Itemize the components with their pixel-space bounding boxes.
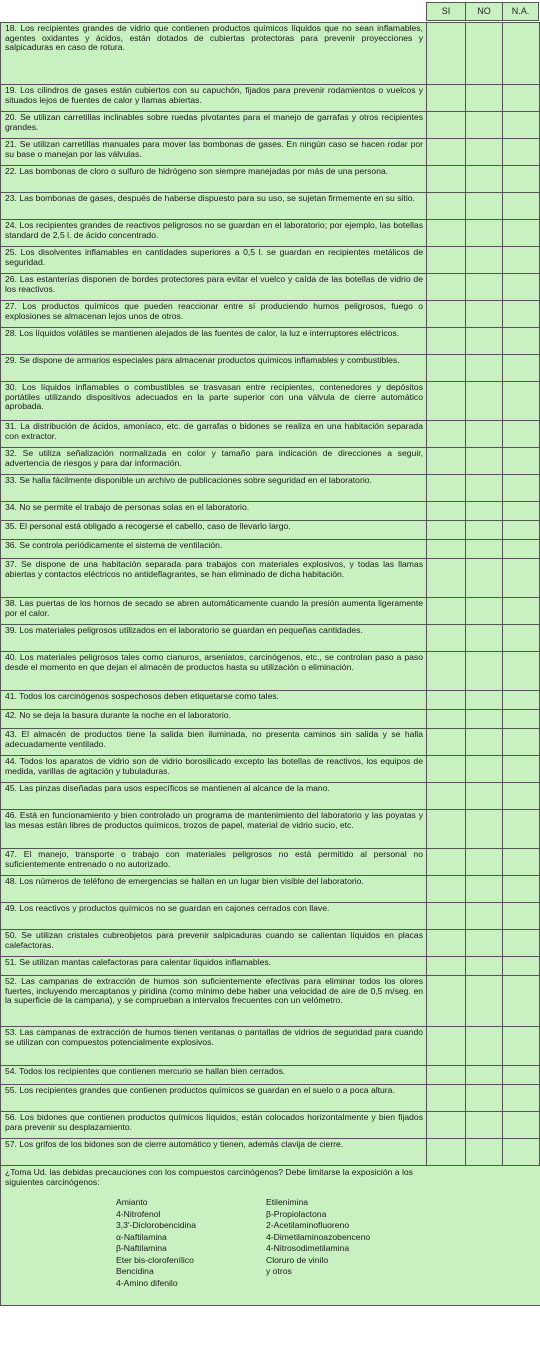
answer-na-cell[interactable] <box>503 1066 540 1084</box>
checklist-row <box>1 957 540 976</box>
checklist-item-text: 56. Los bidones que contienen productos químicos líquidos, están colocados horizontalmente y bien fijados para prevenir su desplazamiento. <box>1 1112 427 1138</box>
checklist-item-text: 33. Se halla fácilmente disponible un archivo de publicaciones sobre seguridad en el laboratorio. <box>1 475 427 501</box>
carcinogen-item: Cloruro de vinilo <box>266 1254 329 1265</box>
answer-si-cell[interactable] <box>427 247 466 273</box>
answer-si-cell[interactable] <box>427 691 466 709</box>
answer-no-cell[interactable] <box>466 849 503 875</box>
checklist-item-text: 48. Los números de teléfono de emergencias se hallan en un lugar bien visible del laboratorio. <box>1 876 427 902</box>
answer-no-cell[interactable] <box>466 1027 503 1065</box>
checklist-item-text: 51. Se utilizan mantas calefactoras para calentar líquidos inflamables. <box>1 957 427 975</box>
answer-no-cell[interactable] <box>466 1085 503 1111</box>
carcinogen-item: Bencidina <box>116 1266 154 1276</box>
carcinogens-question: ¿Toma Ud. las debidas precauciones con los compuestos carcinógenos? Debe limitarse la exposición a los siguientes carcinógenos: <box>5 1167 413 1187</box>
answer-no-cell[interactable] <box>466 220 503 246</box>
answer-na-cell[interactable] <box>503 1112 540 1138</box>
answer-na-cell[interactable] <box>503 193 540 219</box>
checklist-item-text: 34. No se permite el trabajo de personas solas en el laboratorio. <box>1 502 427 520</box>
carcinogens-column-left <box>116 1198 266 1290</box>
checklist-row <box>1 810 540 849</box>
answer-si-cell[interactable] <box>427 1139 466 1165</box>
checklist-table <box>0 22 540 1306</box>
answer-si-cell[interactable] <box>427 756 466 782</box>
answer-no-cell[interactable] <box>466 448 503 474</box>
answer-si-cell[interactable] <box>427 876 466 902</box>
answer-no-cell[interactable] <box>466 382 503 420</box>
answer-si-cell[interactable] <box>427 729 466 755</box>
answer-no-cell[interactable] <box>466 193 503 219</box>
answer-si-cell[interactable] <box>427 193 466 219</box>
checklist-item-text: 35. El personal está obligado a recogerse el cabello, caso de llevarlo largo. <box>1 521 427 539</box>
answer-si-cell[interactable] <box>427 849 466 875</box>
checklist-item-text: 18. Los recipientes grandes de vidrio que contienen productos químicos líquidos que no sean inflamables, agentes oxidantes y ácidos, están dotados de cubiertas protectoras para prevenir proyecciones y salpicaduras en caso de rotura. <box>1 23 427 84</box>
checklist-row <box>1 876 540 903</box>
answer-na-cell[interactable] <box>503 957 540 975</box>
answer-na-cell[interactable] <box>503 756 540 782</box>
answer-no-cell[interactable] <box>466 559 503 597</box>
carcinogen-item: α-Naftilamina <box>116 1231 167 1242</box>
checklist-item-text: 26. Las estanterías disponen de bordes protectores para evitar el vuelco y caída de las botellas de vidrio de los reactivos. <box>1 274 427 300</box>
answer-na-cell[interactable] <box>503 421 540 447</box>
checklist-item-text: 19. Los cilindros de gases están cubiertos con su capuchón, fijados para prevenir rodamientos o vuelcos y situados lejos de fuentes de calor y llamas abiertas. <box>1 85 427 111</box>
checklist-row <box>1 502 540 521</box>
checklist-row <box>1 1112 540 1139</box>
answer-na-cell[interactable] <box>503 139 540 165</box>
answer-na-cell[interactable] <box>503 810 540 848</box>
answer-si-cell[interactable] <box>427 301 466 327</box>
answer-si-cell[interactable] <box>427 85 466 111</box>
answer-no-cell[interactable] <box>466 139 503 165</box>
answer-na-cell[interactable] <box>503 783 540 809</box>
checklist-row <box>1 301 540 328</box>
answer-si-cell[interactable] <box>427 355 466 381</box>
checklist-item-text: 23. Las bombonas de gases, después de haberse dispuesto para su uso, se sujetan firmemente en su sitio. <box>1 193 427 219</box>
answer-no-cell[interactable] <box>466 598 503 624</box>
carcinogens-column-right <box>266 1198 426 1279</box>
checklist-item-text: 22. Las bombonas de cloro o sulfuro de hidrógeno son siempre manejadas por más de una persona. <box>1 166 427 192</box>
answer-no-cell[interactable] <box>466 691 503 709</box>
answer-no-cell[interactable] <box>466 810 503 848</box>
answer-si-cell[interactable] <box>427 23 466 84</box>
checklist-item-text: 39. Los materiales peligrosos utilizados en el laboratorio se guardan en pequeñas cantidades. <box>1 625 427 651</box>
answer-na-cell[interactable] <box>503 328 540 354</box>
answer-no-cell[interactable] <box>466 625 503 651</box>
checklist-item-text: 55. Los recipientes grandes que contienen productos químicos se guardan en el suelo o a poca altura. <box>1 1085 427 1111</box>
checklist-item-text: 49. Los reactivos y productos químicos no se guardan en cajones cerrados con llave. <box>1 903 427 929</box>
answer-si-cell[interactable] <box>427 783 466 809</box>
checklist-item-text: 27. Los productos químicos que pueden reaccionar entre sí produciendo humos peligrosos, fuego o explosiones se almacenan lejos unos de otros. <box>1 301 427 327</box>
answer-si-cell[interactable] <box>427 166 466 192</box>
answer-si-cell[interactable] <box>427 1027 466 1065</box>
answer-na-cell[interactable] <box>503 475 540 501</box>
answer-no-cell[interactable] <box>466 1066 503 1084</box>
answer-si-cell[interactable] <box>427 710 466 728</box>
answer-na-cell[interactable] <box>503 559 540 597</box>
answer-na-cell[interactable] <box>503 166 540 192</box>
checklist-item-text: 50. Se utilizan cristales cubreobjetos para prevenir salpicaduras cuando se calientan líquidos en placas calefactoras. <box>1 930 427 956</box>
answer-na-cell[interactable] <box>503 930 540 956</box>
carcinogens-section <box>1 1166 540 1306</box>
answer-na-cell[interactable] <box>503 1085 540 1111</box>
answer-na-cell[interactable] <box>503 625 540 651</box>
answer-no-cell[interactable] <box>466 274 503 300</box>
answer-si-cell[interactable] <box>427 930 466 956</box>
answer-na-cell[interactable] <box>503 540 540 558</box>
answer-no-cell[interactable] <box>466 112 503 138</box>
answer-no-cell[interactable] <box>466 247 503 273</box>
checklist-item-text: 57. Los grifos de los bidones son de cierre automático y tienen, además clavija de cierre. <box>1 1139 427 1165</box>
checklist-item-text: 41. Todos los carcinógenos sospechosos deben etiquetarse como tales. <box>1 691 427 709</box>
answer-na-cell[interactable] <box>503 1027 540 1065</box>
carcinogen-item: 4-Dimetilaminoazobenceno <box>266 1231 371 1242</box>
answer-si-cell[interactable] <box>427 112 466 138</box>
header-si: SI <box>426 2 465 21</box>
checklist-item-text: 31. La distribución de ácidos, amoníaco, etc. de garrafas o bidones se realiza en una habitación separada con extractor. <box>1 421 427 447</box>
checklist-row <box>1 23 540 85</box>
checklist-row <box>1 247 540 274</box>
answer-na-cell[interactable] <box>503 85 540 111</box>
answer-no-cell[interactable] <box>466 1139 503 1165</box>
checklist-item-text: 38. Las puertas de los hornos de secado se abren automáticamente cuando la presión aumenta ligeramente por el calor. <box>1 598 427 624</box>
checklist-item-text: 21. Se utilizan carretillas manuales para mover las bombonas de gases. En ningún caso se hacen rodar por su base o manejan por las válvulas. <box>1 139 427 165</box>
checklist-row <box>1 729 540 756</box>
answer-si-cell[interactable] <box>427 1085 466 1111</box>
answer-na-cell[interactable] <box>503 220 540 246</box>
answer-si-cell[interactable] <box>427 139 466 165</box>
answer-no-cell[interactable] <box>466 166 503 192</box>
carcinogen-item: Etilenimina <box>266 1197 309 1207</box>
answer-si-cell[interactable] <box>427 475 466 501</box>
checklist-row <box>1 448 540 475</box>
checklist-row <box>1 559 540 598</box>
answer-si-cell[interactable] <box>427 274 466 300</box>
answer-na-cell[interactable] <box>503 448 540 474</box>
checklist-row <box>1 976 540 1027</box>
checklist-item-text: 54. Todos los recipientes que contienen mercurio se hallan bien cerrados. <box>1 1066 427 1084</box>
checklist-row <box>1 691 540 710</box>
checklist-item-text: 25. Los disolventes inflamables en cantidades superiores a 0,5 l. se guardan en recipientes metálicos de seguridad. <box>1 247 427 273</box>
checklist-item-text: 45. Las pinzas diseñadas para usos específicos se mantienen al alcance de la mano. <box>1 783 427 809</box>
answer-na-cell[interactable] <box>503 382 540 420</box>
answer-na-cell[interactable] <box>503 849 540 875</box>
answer-na-cell[interactable] <box>503 598 540 624</box>
answer-no-cell[interactable] <box>466 355 503 381</box>
checklist-item-text: 32. Se utiliza señalización normalizada en color y tamaño para indicación de direcciones a seguir, advertencia de riesgos y para dar información. <box>1 448 427 474</box>
answer-si-cell[interactable] <box>427 521 466 539</box>
checklist-row <box>1 328 540 355</box>
answer-na-cell[interactable] <box>503 301 540 327</box>
checklist-row <box>1 783 540 810</box>
answer-si-cell[interactable] <box>427 502 466 520</box>
answer-no-cell[interactable] <box>466 652 503 690</box>
answer-no-cell[interactable] <box>466 876 503 902</box>
checklist-row <box>1 930 540 957</box>
answer-na-cell[interactable] <box>503 247 540 273</box>
checklist-item-text: 40. Los materiales peligrosos tales como cianuros, arseniatos, carcinógenos, etc., se controlan paso a paso desde el momento en que dejan el almacén de productos hasta su utilización o eliminación. <box>1 652 427 690</box>
checklist-item-text: 43. El almacén de productos tiene la salida bien iluminada, no presenta caminos sin salida y se halla adecuadamente ventilado. <box>1 729 427 755</box>
answer-no-cell[interactable] <box>466 976 503 1026</box>
answer-no-cell[interactable] <box>466 729 503 755</box>
answer-no-cell[interactable] <box>466 1112 503 1138</box>
answer-si-cell[interactable] <box>427 976 466 1026</box>
checklist-item-text: 46. Está en funcionamiento y bien controlado un programa de mantenimiento del laboratorio y las poyatas y las mesas están libres de productos químicos, trozos de papel, material de vidrio sucio, etc. <box>1 810 427 848</box>
answer-no-cell[interactable] <box>466 85 503 111</box>
answer-na-cell[interactable] <box>503 274 540 300</box>
answer-no-cell[interactable] <box>466 301 503 327</box>
answer-no-cell[interactable] <box>466 710 503 728</box>
answer-si-cell[interactable] <box>427 1066 466 1084</box>
header-na: N.A. <box>502 2 539 21</box>
answer-si-cell[interactable] <box>427 540 466 558</box>
answer-no-cell[interactable] <box>466 540 503 558</box>
checklist-item-text: 52. Las campanas de extracción de humos son suficientemente efectivas para eliminar todos los olores fuertes, incluyendo mercaptanos y piridina (como mínimo debe haber una velocidad de aire de 0,5 m/seg. en la superficie de la campana), y se comprueban a intervalos frecuentes con un velómetro. <box>1 976 427 1026</box>
answer-na-cell[interactable] <box>503 502 540 520</box>
carcinogen-item: 4-Nitrofenol <box>116 1208 161 1219</box>
answer-si-cell[interactable] <box>427 903 466 929</box>
checklist-row <box>1 540 540 559</box>
checklist-item-text: 44. Todos los aparatos de vidrio son de vidrio borosilicado excepto las botellas de reactivos, los equipos de medida, varillas de agitación y tubuladuras. <box>1 756 427 782</box>
answer-no-cell[interactable] <box>466 756 503 782</box>
carcinogen-item: 4-Amino difenilo <box>116 1277 178 1288</box>
answer-si-cell[interactable] <box>427 421 466 447</box>
answer-si-cell[interactable] <box>427 328 466 354</box>
answer-na-cell[interactable] <box>503 710 540 728</box>
checklist-row <box>1 382 540 421</box>
answer-na-cell[interactable] <box>503 903 540 929</box>
checklist-row <box>1 652 540 691</box>
checklist-row <box>1 1085 540 1112</box>
carcinogen-item: Eter bis-clorofenílico <box>116 1254 194 1265</box>
checklist-row <box>1 598 540 625</box>
answer-si-cell[interactable] <box>427 1112 466 1138</box>
answer-si-cell[interactable] <box>427 220 466 246</box>
answer-no-cell[interactable] <box>466 502 503 520</box>
checklist-item-text: 47. El manejo, transporte o trabajo con materiales peligrosos no está permitido al personal no suficientemente entrenado o no autorizado. <box>1 849 427 875</box>
answer-si-cell[interactable] <box>427 559 466 597</box>
checklist-item-text: 36. Se controla periódicamente el sistema de ventilación. <box>1 540 427 558</box>
answer-na-cell[interactable] <box>503 691 540 709</box>
checklist-row <box>1 220 540 247</box>
checklist-row <box>1 903 540 930</box>
checklist-row <box>1 1139 540 1166</box>
answer-si-cell[interactable] <box>427 382 466 420</box>
answer-no-cell[interactable] <box>466 521 503 539</box>
answer-si-cell[interactable] <box>427 810 466 848</box>
checklist-item-text: 29. Se dispone de armarios especiales para almacenar productos químicos inflamables y combustibles. <box>1 355 427 381</box>
carcinogen-item: 3,3'-Diclorobencidina <box>116 1220 196 1230</box>
checklist-row <box>1 166 540 193</box>
answer-no-cell[interactable] <box>466 903 503 929</box>
checklist-row <box>1 521 540 540</box>
carcinogen-item: β-Naftilamina <box>116 1243 167 1253</box>
answer-no-cell[interactable] <box>466 957 503 975</box>
checklist-row <box>1 475 540 502</box>
checklist-item-text: 37. Se dispone de una habitación separada para trabajos con materiales explosivos, y todas las llamas abiertas y contactos eléctricos no antideflagrantes, se han eliminado de dicha habitación. <box>1 559 427 597</box>
checklist-row <box>1 710 540 729</box>
answer-na-cell[interactable] <box>503 652 540 690</box>
checklist-row <box>1 274 540 301</box>
checklist-row <box>1 1027 540 1066</box>
carcinogen-item: 4-Nitrosodimetilamina <box>266 1243 350 1253</box>
answer-na-cell[interactable] <box>503 976 540 1026</box>
answer-si-cell[interactable] <box>427 652 466 690</box>
answer-si-cell[interactable] <box>427 598 466 624</box>
checklist-row <box>1 849 540 876</box>
answer-si-cell[interactable] <box>427 448 466 474</box>
checklist-item-text: 24. Los recipientes grandes de reactivos peligrosos no se guardan en el laboratorio; por ejemplo, las botellas standard de 2,5 l. de ácido concentrado. <box>1 220 427 246</box>
checklist-row <box>1 193 540 220</box>
answer-no-cell[interactable] <box>466 930 503 956</box>
answer-no-cell[interactable] <box>466 328 503 354</box>
answer-na-cell[interactable] <box>503 355 540 381</box>
carcinogen-item: β-Propiolactona <box>266 1208 327 1219</box>
checklist-item-text: 20. Se utilizan carretillas inclinables sobre ruedas pivotantes para el manejo de garrafas y otros recipientes grandes. <box>1 112 427 138</box>
answer-no-cell[interactable] <box>466 23 503 84</box>
checklist-row <box>1 421 540 448</box>
checklist-item-text: 53. Las campanas de extracción de humos tienen ventanas o pantallas de vidrios de seguridad para cuando se utilizan con compuestos potencialmente explosivos. <box>1 1027 427 1065</box>
carcinogen-item: 2-Acetilaminofluoreno <box>266 1220 350 1230</box>
checklist-item-text: 42. No se deja la basura durante la noche en el laboratorio. <box>1 710 427 728</box>
checklist-row <box>1 355 540 382</box>
checklist-row <box>1 112 540 139</box>
checklist-row <box>1 625 540 652</box>
carcinogen-item: Amianto <box>116 1197 148 1207</box>
answer-na-cell[interactable] <box>503 112 540 138</box>
answer-na-cell[interactable] <box>503 521 540 539</box>
answer-no-cell[interactable] <box>466 783 503 809</box>
carcinogen-item: y otros <box>266 1266 292 1276</box>
header-no: NO <box>465 2 502 21</box>
checklist-row <box>1 1066 540 1085</box>
answer-no-cell[interactable] <box>466 421 503 447</box>
answer-si-cell[interactable] <box>427 625 466 651</box>
answer-si-cell[interactable] <box>427 957 466 975</box>
checklist-row <box>1 139 540 166</box>
checklist-row <box>1 85 540 112</box>
answer-na-cell[interactable] <box>503 23 540 84</box>
answer-na-cell[interactable] <box>503 876 540 902</box>
answer-na-cell[interactable] <box>503 729 540 755</box>
answer-no-cell[interactable] <box>466 475 503 501</box>
answer-na-cell[interactable] <box>503 1139 540 1165</box>
checklist-item-text: 30. Los líquidos inflamables o combustibles se trasvasan entre recipientes, contenedores y depósitos portátiles utilizando dispositivos adecuados en la parte superior con una válvula de cierre automático aprobada. <box>1 382 427 420</box>
checklist-item-text: 28. Los líquidos volátiles se mantienen alejados de las fuentes de calor, la luz e interruptores eléctricos. <box>1 328 427 354</box>
checklist-row <box>1 756 540 783</box>
